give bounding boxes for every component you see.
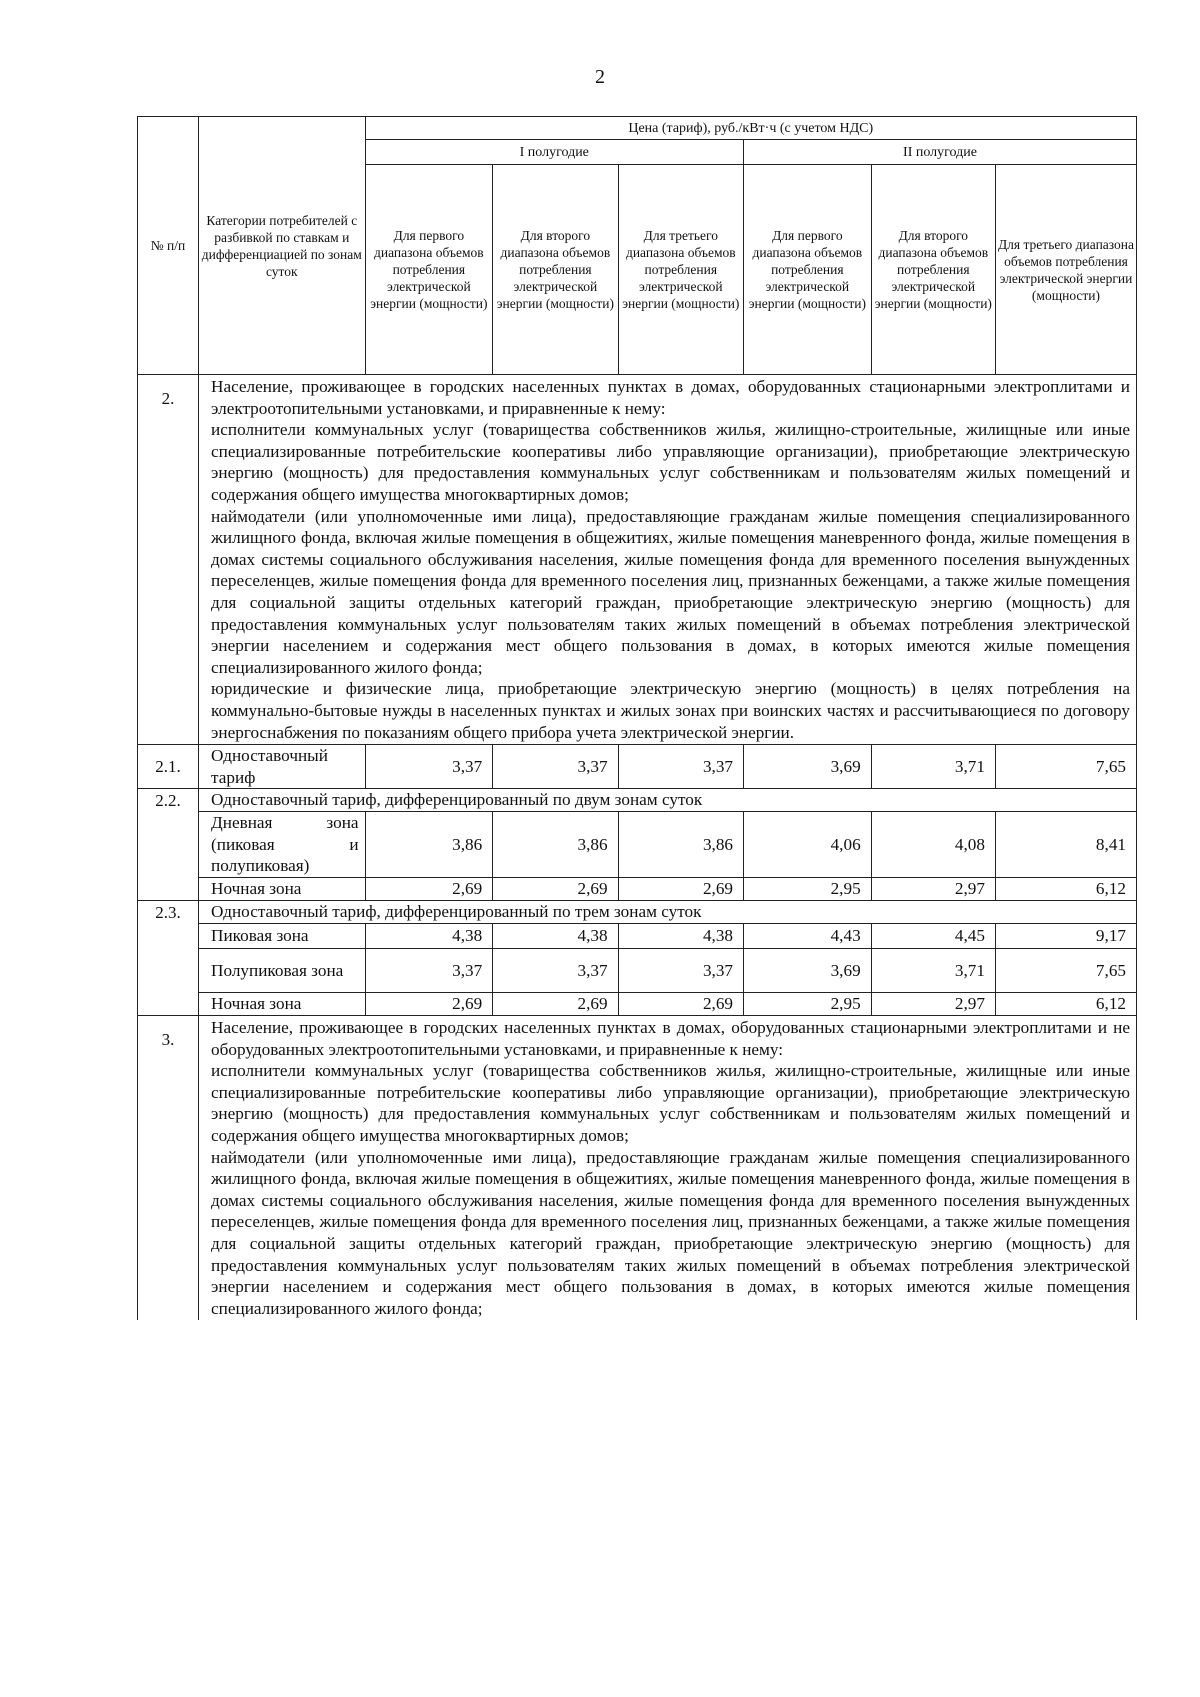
tariff-value: 2,69 [618, 993, 743, 1016]
tariff-value: 2,95 [744, 878, 872, 901]
tariff-row-2-3-title [138, 901, 1137, 924]
header-half-2: II полугодие [744, 140, 1137, 165]
tariff-value: 3,71 [871, 949, 995, 993]
row-number: 2. [138, 375, 199, 745]
tariff-value: 3,37 [493, 949, 618, 993]
tariff-value: 9,17 [995, 924, 1136, 949]
tariff-value: 3,37 [618, 949, 743, 993]
tariff-value: 3,86 [365, 812, 493, 878]
paragraph: юридические и физические лица, приобретающие электрическую энергию (мощность) в целях потребления на коммунально-бытовые нужды в населенных пунктах и жилых зонах при воинских частях и рассчитывающиеся по договору энергоснабжения по показаниям общего прибора учета электрической энергии. [211, 679, 1130, 742]
paragraph: исполнители коммунальных услуг (товарищества собственников жилья, жилищно-строительные, жилищные или иные специализированные потребительские кооперативы либо управляющие организации), приобретающие электрическую энергию (мощность) для предоставления коммунальных услуг собственникам и пользователям жилых помещений и содержания общего имущества многоквартирных домов; [211, 420, 1130, 504]
tariff-value: 7,65 [995, 949, 1136, 993]
tariff-value: 3,37 [618, 745, 743, 789]
paragraph: исполнители коммунальных услуг (товарищества собственников жилья, жилищно-строительные, жилищные или иные специализированные потребительские кооперативы либо управляющие организации), приобретающие электрическую энергию (мощность) для предоставления коммунальных услуг собственникам и пользователям жилых помещений и содержания общего имущества многоквартирных домов; [211, 1061, 1130, 1146]
tariff-value: 2,69 [493, 878, 618, 901]
tariff-value: 4,38 [365, 924, 493, 949]
category-label: Полупиковая зона [199, 949, 365, 993]
header-price-title: Цена (тариф), руб./кВт·ч (с учетом НДС) [365, 117, 1136, 140]
tariff-row-2-3-semipeak [138, 949, 1137, 993]
paragraph: наймодатели (или уполномоченные ими лица), предоставляющие гражданам жилые помещения специализированного жилищного фонда, включая жилые помещения в общежитиях, жилые помещения маневренного фонда, жилые помещения в домах системы социального обслуживания населения, жилые помещения фонда для временного поселения вынужденных переселенцев, жилые помещения фонда для временного поселения лиц, признанных беженцами, а также жилые помещения для социальной защиты отдельных категорий граждан, приобретающие электрическую энергию (мощность) для предоставления коммунальных услуг пользователям таких жилых помещений в объемах потребления электрической энергии населением и содержания мест общего пользования в домах, в которых имеются жилые помещения специализированного жилого фонда; [211, 1147, 1130, 1318]
row-number: 3. [138, 1016, 199, 1321]
tariff-row-2-3-night [138, 993, 1137, 1016]
paragraph: Население, проживающее в городских населенных пунктах в домах, оборудованных стационарными электроплитами и не оборудованных электроотопительными установками, и приравненные к нему: [211, 1018, 1130, 1059]
tariff-value: 6,12 [995, 993, 1136, 1016]
tariff-value: 2,95 [744, 993, 872, 1016]
tariff-value: 4,43 [744, 924, 872, 949]
row-number: 2.1. [138, 745, 199, 789]
section-3-row [138, 1016, 1137, 1321]
tariff-value: 3,71 [871, 745, 995, 789]
tariff-value: 7,65 [995, 745, 1136, 789]
header-range: Для третьего диапазона объемов потребления электрической энергии (мощности) [618, 165, 743, 375]
section-3-text [199, 1016, 1137, 1321]
tariff-group-title: Одноставочный тариф, дифференцированный по двум зонам суток [199, 789, 1137, 812]
paragraph: наймодатели (или уполномоченные ими лица), предоставляющие гражданам жилые помещения специализированного жилищного фонда, включая жилые помещения в общежитиях, жилые помещения маневренного фонда, жилые помещения в домах системы социального обслуживания населения, жилые помещения фонда для временного поселения вынужденных переселенцев, жилые помещения фонда для временного поселения лиц, признанных беженцами, а также жилые помещения для социальной защиты отдельных категорий граждан, приобретающие электрическую энергию (мощность) для предоставления коммунальных услуг пользователям таких жилых помещений в объемах потребления электрической энергии населением и содержания мест общего пользования в домах, в которых имеются жилые помещения специализированного жилого фонда; [211, 506, 1130, 677]
header-col-category: Категории потребителей с разбивкой по ставкам и дифференциацией по зонам суток [199, 117, 365, 375]
header-col-num: № п/п [138, 117, 199, 375]
tariff-value: 2,69 [365, 993, 493, 1016]
tariff-value: 3,69 [744, 949, 872, 993]
tariff-value: 3,86 [618, 812, 743, 878]
tariff-value: 2,69 [493, 993, 618, 1016]
category-label: Пиковая зона [199, 924, 365, 949]
header-range: Для первого диапазона объемов потребления электрической энергии (мощности) [744, 165, 872, 375]
category-label: Ночная зона [199, 878, 365, 901]
category-label: Дневная зона (пиковая и полупиковая) [199, 812, 365, 878]
header-range: Для второго диапазона объемов потребления электрической энергии (мощности) [871, 165, 995, 375]
category-label: Одноставочный тариф [199, 745, 365, 789]
tariff-value: 3,69 [744, 745, 872, 789]
tariff-value: 4,38 [618, 924, 743, 949]
tariff-value: 3,37 [365, 745, 493, 789]
tariff-value: 4,38 [493, 924, 618, 949]
tariff-row-2-1 [138, 745, 1137, 789]
tariff-value: 4,08 [871, 812, 995, 878]
tariff-value: 2,97 [871, 993, 995, 1016]
tariff-value: 4,45 [871, 924, 995, 949]
tariff-row-2-3-peak [138, 924, 1137, 949]
row-number: 2.2. [138, 789, 199, 901]
tariff-value: 8,41 [995, 812, 1136, 878]
category-label: Ночная зона [199, 993, 365, 1016]
tariff-value: 4,06 [744, 812, 872, 878]
row-number: 2.3. [138, 901, 199, 1016]
tariff-row-2-2-night [138, 878, 1137, 901]
tariff-row-2-2-title [138, 789, 1137, 812]
page-number: 2 [595, 66, 605, 88]
tariff-value: 3,37 [365, 949, 493, 993]
header-row-price [138, 117, 1137, 140]
header-range: Для третьего диапазона объемов потребления электрической энергии (мощности) [995, 165, 1136, 375]
header-range: Для второго диапазона объемов потребления электрической энергии (мощности) [493, 165, 618, 375]
tariff-row-2-2-day [138, 812, 1137, 878]
section-2-text [199, 375, 1137, 745]
paragraph: Население, проживающее в городских населенных пунктах в домах, оборудованных стационарными электроплитами и электроотопительными установками, и приравненные к нему: [211, 377, 1130, 418]
section-2-row [138, 375, 1137, 745]
tariff-value: 2,97 [871, 878, 995, 901]
header-half-1: I полугодие [365, 140, 743, 165]
tariff-value: 2,69 [365, 878, 493, 901]
tariff-value: 6,12 [995, 878, 1136, 901]
tariff-group-title: Одноставочный тариф, дифференцированный по трем зонам суток [199, 901, 1137, 924]
tariff-table [137, 116, 1137, 1320]
header-range: Для первого диапазона объемов потребления электрической энергии (мощности) [365, 165, 493, 375]
tariff-value: 3,37 [493, 745, 618, 789]
tariff-value: 3,86 [493, 812, 618, 878]
tariff-value: 2,69 [618, 878, 743, 901]
